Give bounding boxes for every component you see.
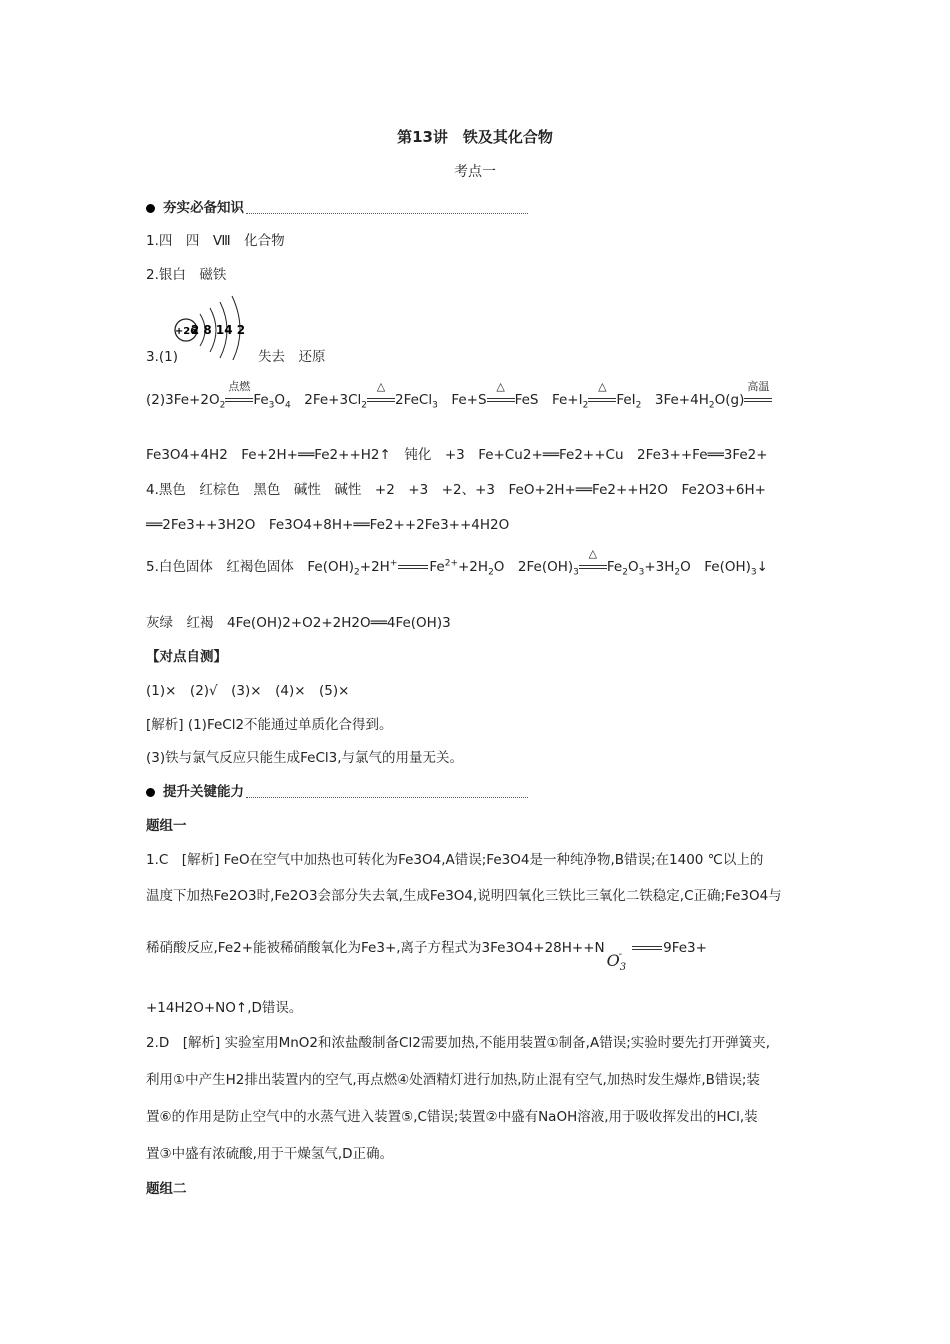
nitrate-o: O — [606, 951, 620, 970]
self-test-answers: (1)× (2)√ (3)× (4)× (5)× — [146, 683, 350, 699]
nitrate-sup: - — [618, 949, 623, 960]
iron-atom-structure-diagram — [170, 290, 250, 360]
eq-text: O(g) — [714, 392, 745, 408]
knowledge-2: 2.银白 磁铁 — [146, 267, 227, 283]
eq-text: Fe — [606, 559, 623, 575]
reaction-condition — [487, 380, 515, 409]
bullet-dot-icon — [146, 204, 155, 213]
eq-text: Fe — [253, 392, 269, 408]
eq-text: ↓ — [756, 559, 768, 575]
dotted-divider — [246, 797, 528, 798]
section-heading-2 — [146, 783, 528, 801]
eq-text: FeI — [616, 392, 636, 408]
eq-text: O Fe(OH) — [680, 559, 751, 575]
eq-text: +2H — [359, 559, 390, 575]
reaction-condition — [744, 380, 772, 409]
knowledge-3-line2: Fe3O4+4H2 Fe+2H+══Fe2++H2↑ 钝化 +3 Fe+Cu2+══Fe2++Cu 2Fe3++Fe══3Fe2+ — [146, 447, 768, 463]
eq-text: (2)3Fe+2O — [146, 392, 220, 408]
q1-line-4: +14H2O+NO↑,D错误。 — [146, 1000, 303, 1016]
reaction-condition — [225, 380, 253, 409]
knowledge-4-line2: ══2Fe3++3H2O Fe3O4+8H+══Fe2++2Fe3++4H2O — [146, 517, 510, 533]
page-title: 第13讲 铁及其化合物 — [397, 128, 553, 146]
knowledge-3-2-equations: $(2)3Fe+2O_2$ 点燃 $Fe_3O_4$ $2Fe+3Cl_2$ △ 2FeCl$_3$ Fe+S △ FeS $Fe+I_2$ △ FeI$_2$ $3Fe+4H_2O(g)$ 高温 — [146, 391, 772, 409]
q2-line-4: 置③中盛有浓硫酸,用于干燥氢气,D正确。 — [146, 1146, 394, 1162]
nucleus-charge: +26 — [174, 326, 198, 337]
knowledge-5-line2: 灰绿 红褐 4Fe(OH)2+O2+2H2O══4Fe(OH)3 — [146, 615, 451, 631]
self-test-explanation-1: [解析] (1)FeCl2不能通过单质化合得到。 — [146, 717, 393, 733]
reaction-condition — [579, 547, 607, 576]
group-2-heading: 题组二 — [146, 1181, 187, 1197]
condition-label: △ — [598, 380, 607, 393]
shell-electrons: 2 8 14 2 — [190, 323, 246, 337]
section-heading-1 — [146, 199, 528, 217]
eq-text: 2Fe+3Cl — [290, 392, 362, 408]
eq-text: O 2Fe(OH) — [493, 559, 574, 575]
q2-line-1: 2.D [解析] 实验室用MnO2和浓盐酸制备Cl2需要加热,不能用装置①制备,A错误;实验时要先打开弹簧夹, — [146, 1035, 771, 1051]
condition-label: △ — [496, 380, 505, 393]
q1-line-1: 1.C [解析] FeO在空气中加热也可转化为Fe3O4,A错误;Fe3O4是一种纯净物,B错误;在1400 ℃以上的 — [146, 852, 764, 868]
eq-text: 9Fe3+ — [663, 940, 707, 956]
eq-text: 2FeCl — [395, 392, 433, 408]
knowledge-5: 5.白色固体 红褐色固体 $Fe(OH)_2+2H^+$ $Fe^{2+}+2H_2O$ $2Fe(OH)_3$ △ $Fe_2O_3+3H_2O$ $Fe(OH)_3↓$ — [146, 547, 768, 578]
section-heading-2-text: 提升关键能力 — [163, 784, 244, 800]
eq-text: Fe — [429, 559, 445, 575]
nitrate-ion — [606, 949, 627, 973]
eq-text: +3H — [644, 559, 675, 575]
eq-text: FeS Fe+I — [514, 392, 583, 408]
q2-line-3: 置⑥的作用是防止空气中的水蒸气进入装置⑤,C错误;装置②中盛有NaOH溶液,用于吸收挥发出的HCl,装 — [146, 1109, 758, 1125]
q2-line-2: 利用①中产生H2排出装置内的空气,再点燃④处酒精灯进行加热,防止混有空气,加热时发生爆炸,B错误;装 — [146, 1072, 760, 1088]
bullet-dot-icon — [146, 788, 155, 797]
self-test-explanation-2: (3)铁与氯气反应只能生成FeCl3,与氯气的用量无关。 — [146, 750, 464, 766]
knowledge-1: 1.四 四 Ⅷ 化合物 — [146, 233, 285, 249]
group-1-heading: 题组一 — [146, 818, 187, 834]
condition-label: △ — [376, 380, 386, 393]
condition-label: 点燃 — [228, 380, 251, 393]
condition-label: 高温 — [747, 380, 770, 393]
condition-label: △ — [588, 547, 598, 560]
self-test-heading: 【对点自测】 — [146, 649, 227, 665]
reaction-condition — [367, 380, 395, 409]
reaction-condition — [588, 380, 616, 409]
page-subtitle: 考点一 — [454, 164, 496, 180]
eq-text: Fe+S — [437, 392, 487, 408]
nitrate-sub: 3 — [619, 962, 627, 973]
section-heading-1-text: 夯实必备知识 — [163, 200, 244, 216]
q1-line-2: 温度下加热Fe2O3时,Fe2O3会部分失去氧,生成Fe3O4,说明四氧化三铁比三氧化二铁稳定,C正确;Fe3O4与 — [146, 888, 782, 904]
q1-line-3 — [146, 938, 707, 973]
eq-text: O — [627, 559, 639, 575]
knowledge-4-line1: 4.黑色 红棕色 黑色 碱性 碱性 +2 +3 +2、+3 FeO+2H+══Fe2++H2O Fe2O3+6H+ — [146, 482, 766, 498]
eq-text: 5.白色固体 红褐色固体 Fe(OH) — [146, 559, 355, 575]
eq-text: 3Fe+4H — [641, 392, 709, 408]
knowledge-3-suffix: 失去 还原 — [258, 349, 326, 365]
eq-text: +2H — [458, 559, 489, 575]
eq-text: 稀硝酸反应,Fe2+能被稀硝酸氧化为Fe3+,离子方程式为3Fe3O4+28H++N — [146, 940, 605, 956]
knowledge-3-prefix: 3.(1) — [146, 349, 179, 365]
dotted-divider — [246, 213, 528, 214]
